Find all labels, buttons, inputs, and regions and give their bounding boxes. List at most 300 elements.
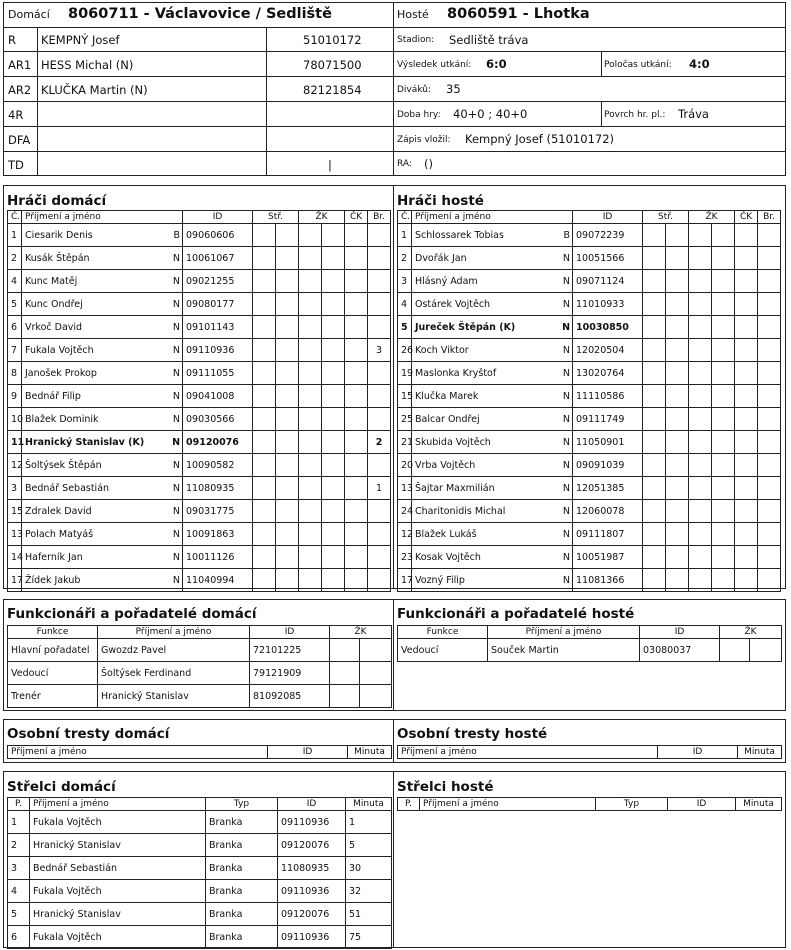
player-stat-cell: [643, 224, 666, 247]
player-stat-cell: [276, 454, 299, 477]
player-goals: [368, 454, 391, 477]
referee-name: HESS Michal (N): [41, 58, 134, 72]
player-stat-cell: [276, 270, 299, 293]
player-stat-cell: [643, 316, 666, 339]
scorer-row: [8, 926, 392, 949]
scorer-order: 4: [8, 880, 30, 903]
recorder-row: [393, 126, 786, 152]
player-id: 09080177: [183, 293, 253, 316]
player-stat-cell: [322, 339, 345, 362]
player-stat-cell: [689, 500, 712, 523]
player-stat-cell: [643, 339, 666, 362]
player-row: [398, 362, 781, 385]
player-name: Polach Matyáš: [22, 523, 170, 546]
scorers-away-table: [397, 797, 782, 811]
spectators-value: 35: [446, 82, 461, 96]
player-stat-cell: [345, 247, 368, 270]
player-flag: B: [560, 224, 573, 247]
player-stat-cell: [712, 224, 735, 247]
player-number: 3: [398, 270, 412, 293]
player-stat-cell: [322, 408, 345, 431]
result-value: 6:0: [486, 57, 507, 71]
recorder-value: Kempný Josef (51010172): [465, 132, 615, 146]
player-id: 09111749: [573, 408, 643, 431]
scorers-away-title: Střelci hosté: [397, 779, 494, 795]
scorer-type: Branka: [206, 857, 278, 880]
penalties-away-title: Osobní tresty hosté: [397, 726, 548, 742]
scorer-type: Branka: [206, 834, 278, 857]
player-flag: B: [170, 224, 183, 247]
player-stat-cell: [643, 408, 666, 431]
player-flag: N: [560, 270, 573, 293]
player-stat-cell: [735, 569, 758, 592]
column-header: Br.: [368, 211, 391, 224]
scorers-divider: [393, 771, 394, 948]
player-id: 11110586: [573, 385, 643, 408]
player-stat-cell: [253, 339, 276, 362]
player-stat-cell: [253, 546, 276, 569]
player-stat-cell: [322, 362, 345, 385]
player-stat-cell: [322, 270, 345, 293]
scorer-name: Hranický Stanislav: [30, 834, 206, 857]
duration-value: 40+0 ; 40+0: [453, 107, 528, 121]
scorer-id: 09110936: [278, 811, 346, 834]
player-number: 4: [398, 293, 412, 316]
column-header: Č.: [398, 211, 412, 224]
player-stat-cell: [299, 385, 322, 408]
player-stat-cell: [276, 408, 299, 431]
player-id: 12060078: [573, 500, 643, 523]
player-stat-cell: [276, 477, 299, 500]
player-goals: [368, 224, 391, 247]
player-goals: [758, 247, 781, 270]
player-flag: N: [170, 431, 183, 454]
player-flag: N: [170, 339, 183, 362]
player-stat-cell: [299, 500, 322, 523]
column-header: ID: [668, 798, 736, 811]
player-number: 10: [8, 408, 22, 431]
column-header: Minuta: [738, 746, 782, 759]
player-goals: [758, 385, 781, 408]
players-home-table: [7, 210, 391, 592]
player-row: [8, 385, 391, 408]
player-stat-cell: [666, 247, 689, 270]
scorer-minute: 1: [346, 811, 392, 834]
player-number: 15: [398, 385, 412, 408]
officials-home-table: [7, 625, 392, 708]
player-number: 2: [398, 247, 412, 270]
player-stat-cell: [666, 385, 689, 408]
result-label: Výsledek utkání:: [397, 60, 472, 70]
player-name: Janošek Prokop: [22, 362, 170, 385]
player-id: 12051385: [573, 477, 643, 500]
player-row: [398, 385, 781, 408]
player-stat-cell: [322, 454, 345, 477]
player-stat-cell: [666, 224, 689, 247]
player-number: 5: [398, 316, 412, 339]
ra-label: RA:: [397, 159, 412, 169]
player-stat-cell: [322, 224, 345, 247]
player-stat-cell: [253, 523, 276, 546]
player-id: 11010933: [573, 293, 643, 316]
scorer-order: 2: [8, 834, 30, 857]
referee-name: KEMPNÝ Josef: [41, 33, 120, 47]
player-id: 12020504: [573, 339, 643, 362]
player-number: 23: [398, 546, 412, 569]
scorers-away-block: [393, 771, 786, 797]
halftime-label: Poločas utkání:: [604, 60, 672, 70]
player-stat-cell: [345, 270, 368, 293]
scorer-row: [8, 811, 392, 834]
player-flag: N: [170, 454, 183, 477]
player-stat-cell: [689, 362, 712, 385]
duration-row: [393, 101, 786, 127]
player-stat-cell: [276, 500, 299, 523]
scorer-row: [8, 834, 392, 857]
player-stat-cell: [689, 316, 712, 339]
scorers-home-table: [7, 797, 392, 949]
column-header: Minuta: [736, 798, 782, 811]
player-number: 12: [8, 454, 22, 477]
players-away-title: Hráči hosté: [397, 193, 484, 209]
player-stat-cell: [712, 385, 735, 408]
player-id: 09072239: [573, 224, 643, 247]
player-stat-cell: [345, 362, 368, 385]
player-stat-cell: [666, 339, 689, 362]
player-row: [8, 224, 391, 247]
player-stat-cell: [666, 500, 689, 523]
player-name: Charitonidis Michal: [412, 500, 560, 523]
scorer-id: 09120076: [278, 834, 346, 857]
player-goals: [368, 500, 391, 523]
player-stat-cell: [253, 362, 276, 385]
player-goals: 2: [368, 431, 391, 454]
player-row: [398, 500, 781, 523]
player-stat-cell: [253, 454, 276, 477]
column-header: Typ: [596, 798, 668, 811]
player-name: Balcar Ondřej: [412, 408, 560, 431]
player-id: 11081366: [573, 569, 643, 592]
player-row: [8, 500, 391, 523]
player-flag: N: [560, 362, 573, 385]
player-number: 1: [8, 224, 22, 247]
official-role-divider: [37, 27, 38, 176]
player-stat-cell: [299, 339, 322, 362]
column-header: Příjmení a jméno: [420, 798, 596, 811]
player-stat-cell: [276, 362, 299, 385]
player-stat-cell: [276, 385, 299, 408]
player-name: Kosak Vojtěch: [412, 546, 560, 569]
player-stat-cell: [643, 385, 666, 408]
player-row: [398, 546, 781, 569]
player-id: 09071124: [573, 270, 643, 293]
player-stat-cell: [643, 500, 666, 523]
player-flag: N: [560, 408, 573, 431]
player-number: 15: [8, 500, 22, 523]
player-id: 09021255: [183, 270, 253, 293]
table-header-row: [8, 626, 392, 639]
player-stat-cell: [643, 431, 666, 454]
player-number: 13: [398, 477, 412, 500]
column-header: Příjmení a jméno: [412, 211, 573, 224]
player-stat-cell: [666, 270, 689, 293]
player-stat-cell: [253, 224, 276, 247]
player-number: 9: [8, 385, 22, 408]
scorer-name: Fukala Vojtěch: [30, 926, 206, 949]
player-name: Ostárek Vojtěch: [412, 293, 560, 316]
official-id-divider: [266, 27, 267, 176]
player-flag: N: [170, 270, 183, 293]
halftime-value: 4:0: [689, 57, 710, 71]
referee-role: TD: [8, 158, 24, 172]
scorer-row: [8, 903, 392, 926]
player-stat-cell: [735, 224, 758, 247]
player-stat-cell: [712, 293, 735, 316]
player-stat-cell: [253, 316, 276, 339]
player-stat-cell: [253, 477, 276, 500]
player-stat-cell: [345, 293, 368, 316]
recorder-label: Zápis vložil:: [397, 135, 451, 145]
referee-name: KLUČKA Martin (N): [41, 83, 148, 97]
player-stat-cell: [276, 569, 299, 592]
player-id: 09091039: [573, 454, 643, 477]
player-stat-cell: [666, 523, 689, 546]
player-stat-cell: [666, 362, 689, 385]
column-header: Funkce: [8, 626, 98, 639]
player-goals: [368, 569, 391, 592]
scorer-order: 5: [8, 903, 30, 926]
ra-value: (): [424, 157, 433, 171]
player-stat-cell: [643, 569, 666, 592]
player-number: 1: [398, 224, 412, 247]
player-name: Vrkoč David: [22, 316, 170, 339]
column-header: Stř.: [253, 211, 299, 224]
player-id: 09041008: [183, 385, 253, 408]
official-id: 03080037: [640, 639, 720, 662]
player-goals: [368, 247, 391, 270]
player-stat-cell: [735, 316, 758, 339]
player-id: 09110936: [183, 339, 253, 362]
player-stat-cell: [253, 431, 276, 454]
player-flag: N: [560, 477, 573, 500]
official-row: [8, 685, 392, 708]
official-name: Souček Martin: [488, 639, 640, 662]
official-card-cell: [360, 662, 392, 685]
player-name: Schlossarek Tobias: [412, 224, 560, 247]
player-flag: N: [560, 523, 573, 546]
player-id: 11080935: [183, 477, 253, 500]
stadium-value: Sedliště tráva: [449, 33, 529, 47]
surface-label: Povrch hr. pl.:: [604, 110, 666, 120]
player-number: 11: [8, 431, 22, 454]
player-id: 10051566: [573, 247, 643, 270]
column-header: ID: [278, 798, 346, 811]
official-row: [398, 639, 782, 662]
referee-row: [3, 127, 394, 152]
official-id: 79121909: [250, 662, 330, 685]
player-row: [398, 339, 781, 362]
official-role: Vedoucí: [8, 662, 98, 685]
player-number: 8: [8, 362, 22, 385]
player-goals: [758, 569, 781, 592]
player-number: 4: [8, 270, 22, 293]
player-stat-cell: [712, 477, 735, 500]
player-number: 20: [398, 454, 412, 477]
player-stat-cell: [276, 293, 299, 316]
player-stat-cell: [666, 454, 689, 477]
column-header: Typ: [206, 798, 278, 811]
player-goals: [368, 546, 391, 569]
table-header-row: [398, 746, 782, 759]
player-id: 09060606: [183, 224, 253, 247]
penalties-home-table: [7, 745, 392, 759]
stadium-row: [393, 27, 786, 52]
player-stat-cell: [712, 362, 735, 385]
official-name: Gwozdz Pavel: [98, 639, 250, 662]
column-header: ID: [250, 626, 330, 639]
column-header: ČK: [345, 211, 368, 224]
table-header-row: [8, 211, 391, 224]
official-card-cell: [750, 639, 782, 662]
player-stat-cell: [735, 247, 758, 270]
penalties-home-block: [3, 719, 394, 745]
player-number: 24: [398, 500, 412, 523]
player-number: 12: [398, 523, 412, 546]
surface-value: Tráva: [678, 107, 709, 121]
player-stat-cell: [276, 224, 299, 247]
column-header: Příjmení a jméno: [98, 626, 250, 639]
player-stat-cell: [666, 546, 689, 569]
player-row: [398, 408, 781, 431]
player-stat-cell: [712, 270, 735, 293]
player-stat-cell: [712, 247, 735, 270]
home-team: 8060711 - Václavovice / Sedliště: [68, 6, 332, 22]
player-name: Hranický Stanislav (K): [22, 431, 170, 454]
player-stat-cell: [689, 569, 712, 592]
scorer-order: 1: [8, 811, 30, 834]
player-stat-cell: [712, 339, 735, 362]
player-goals: [758, 523, 781, 546]
player-stat-cell: [345, 477, 368, 500]
player-number: 17: [8, 569, 22, 592]
player-stat-cell: [345, 339, 368, 362]
player-stat-cell: [322, 523, 345, 546]
player-goals: [368, 293, 391, 316]
official-card-cell: [360, 685, 392, 708]
player-number: 3: [8, 477, 22, 500]
referee-id: 78071500: [303, 58, 362, 72]
player-stat-cell: [276, 431, 299, 454]
player-stat-cell: [299, 523, 322, 546]
player-row: [8, 477, 391, 500]
player-stat-cell: [322, 477, 345, 500]
player-stat-cell: [253, 408, 276, 431]
player-id: 09030566: [183, 408, 253, 431]
player-flag: N: [560, 385, 573, 408]
players-away-table: [397, 210, 781, 592]
penalties-home-title: Osobní tresty domácí: [7, 726, 170, 742]
player-goals: [368, 316, 391, 339]
penalties-away-block: [393, 719, 786, 745]
player-row: [398, 224, 781, 247]
player-stat-cell: [276, 339, 299, 362]
column-header: ID: [183, 211, 253, 224]
scorer-id: 11080935: [278, 857, 346, 880]
referee-row: [3, 152, 394, 177]
player-stat-cell: [689, 546, 712, 569]
player-stat-cell: [666, 293, 689, 316]
column-header: ID: [268, 746, 348, 759]
player-name: Kunc Matěj: [22, 270, 170, 293]
player-number: 5: [8, 293, 22, 316]
player-goals: [368, 362, 391, 385]
player-goals: [758, 270, 781, 293]
duration-surface-divider-2: [601, 101, 602, 127]
player-flag: N: [560, 247, 573, 270]
player-stat-cell: [735, 270, 758, 293]
player-stat-cell: [712, 523, 735, 546]
player-stat-cell: [735, 385, 758, 408]
scorer-row: [8, 857, 392, 880]
player-row: [398, 431, 781, 454]
player-flag: N: [560, 569, 573, 592]
player-id: 09111807: [573, 523, 643, 546]
player-number: 14: [8, 546, 22, 569]
player-stat-cell: [299, 408, 322, 431]
spectators-label: Diváků:: [397, 85, 431, 95]
player-name: Zdralek David: [22, 500, 170, 523]
player-flag: N: [170, 477, 183, 500]
player-flag: N: [170, 500, 183, 523]
player-stat-cell: [735, 362, 758, 385]
official-role: Hlavní pořadatel: [8, 639, 98, 662]
player-stat-cell: [299, 477, 322, 500]
player-stat-cell: [253, 385, 276, 408]
player-stat-cell: [689, 339, 712, 362]
player-stat-cell: [689, 224, 712, 247]
player-stat-cell: [689, 477, 712, 500]
player-flag: N: [170, 247, 183, 270]
column-header: ŽK: [689, 211, 735, 224]
player-goals: [758, 546, 781, 569]
away-title-row: [393, 2, 786, 28]
player-id: 10090582: [183, 454, 253, 477]
player-stat-cell: [712, 408, 735, 431]
player-name: Hlásný Adam: [412, 270, 560, 293]
player-id: 10030850: [573, 316, 643, 339]
column-header: Příjmení a jméno: [22, 211, 183, 224]
player-id: 09101143: [183, 316, 253, 339]
player-stat-cell: [345, 546, 368, 569]
player-id: 13020764: [573, 362, 643, 385]
player-row: [398, 523, 781, 546]
player-stat-cell: [322, 431, 345, 454]
column-header: Příjmení a jméno: [30, 798, 206, 811]
player-id: 09111055: [183, 362, 253, 385]
player-stat-cell: [253, 247, 276, 270]
player-name: Skubida Vojtěch: [412, 431, 560, 454]
scorer-id: 09110936: [278, 880, 346, 903]
column-header: P.: [398, 798, 420, 811]
column-header: Příjmení a jméno: [398, 746, 658, 759]
player-row: [8, 546, 391, 569]
player-stat-cell: [643, 546, 666, 569]
duration-label: Doba hry:: [397, 110, 441, 120]
player-stat-cell: [666, 431, 689, 454]
player-stat-cell: [735, 454, 758, 477]
column-header: Příjmení a jméno: [488, 626, 640, 639]
player-id: 11040994: [183, 569, 253, 592]
